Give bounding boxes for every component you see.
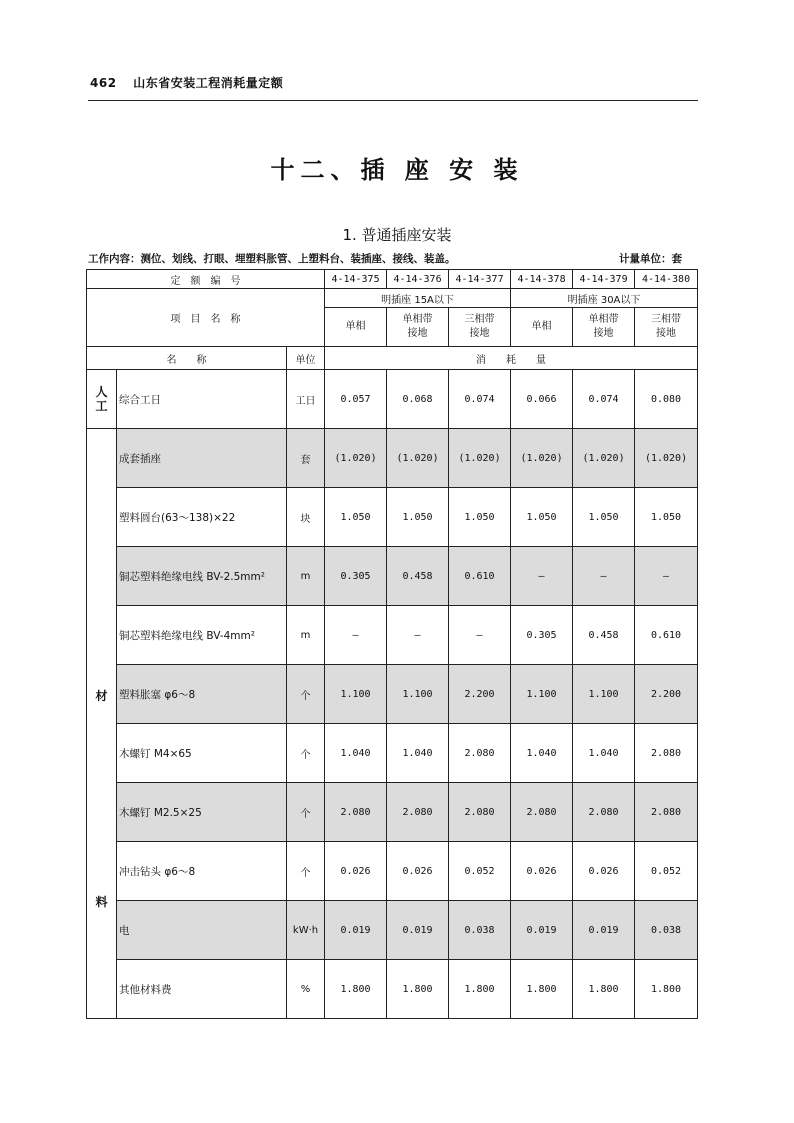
value-cell: 0.026	[325, 842, 387, 901]
code-label: 定 额 编 号	[87, 270, 325, 289]
value-cell: 2.080	[449, 783, 511, 842]
value-cell: 2.080	[635, 724, 698, 783]
code-cell: 4-14-376	[387, 270, 449, 289]
material-category-top: 材	[95, 689, 108, 703]
value-cell: 0.074	[573, 370, 635, 429]
value-cell: 1.050	[449, 488, 511, 547]
item-unit: 个	[287, 665, 325, 724]
value-cell: 0.026	[387, 842, 449, 901]
value-cell: (1.020)	[511, 429, 573, 488]
value-cell: 1.100	[511, 665, 573, 724]
item-name: 其他材料费	[117, 960, 287, 1019]
item-name: 综合工日	[117, 370, 287, 429]
code-cell: 4-14-378	[511, 270, 573, 289]
subtype-line: 接地	[656, 328, 677, 339]
group-label: 明插座 15A以下	[325, 289, 511, 308]
subtype-cell	[573, 308, 635, 347]
value-cell: 1.800	[511, 960, 573, 1019]
value-cell: 2.080	[573, 783, 635, 842]
subtype-cell	[449, 308, 511, 347]
value-cell: —	[387, 606, 449, 665]
item-name: 电	[117, 901, 287, 960]
item-unit: 个	[287, 783, 325, 842]
table-row	[87, 960, 698, 1019]
item-unit: 个	[287, 724, 325, 783]
item-name: 塑料胀塞 φ6～8	[117, 665, 287, 724]
value-cell: 1.800	[573, 960, 635, 1019]
item-unit: m	[287, 547, 325, 606]
value-cell: 2.080	[387, 783, 449, 842]
value-cell: 0.019	[573, 901, 635, 960]
value-cell: —	[511, 547, 573, 606]
value-cell: 0.458	[387, 547, 449, 606]
value-cell: (1.020)	[325, 429, 387, 488]
code-cell: 4-14-380	[635, 270, 698, 289]
table-row	[87, 724, 698, 783]
value-cell: 0.305	[511, 606, 573, 665]
group-label: 明插座 30A以下	[511, 289, 698, 308]
table-row	[87, 429, 698, 488]
item-name: 木螺钉 M2.5×25	[117, 783, 287, 842]
item-name: 冲击钻头 φ6～8	[117, 842, 287, 901]
value-cell: 0.057	[325, 370, 387, 429]
value-cell: 1.040	[325, 724, 387, 783]
item-unit: m	[287, 606, 325, 665]
value-cell: 0.052	[449, 842, 511, 901]
value-cell: 1.050	[573, 488, 635, 547]
value-cell: 0.038	[449, 901, 511, 960]
code-cell: 4-14-375	[325, 270, 387, 289]
value-cell: 0.026	[511, 842, 573, 901]
subtype-cell	[387, 308, 449, 347]
value-cell: 2.080	[325, 783, 387, 842]
value-cell: 0.038	[635, 901, 698, 960]
name-header: 名 称	[87, 347, 287, 370]
value-cell: —	[449, 606, 511, 665]
item-unit: kW·h	[287, 901, 325, 960]
subtype-line: 单相	[531, 321, 552, 332]
value-cell: 0.019	[511, 901, 573, 960]
chapter-title: 十二、插 座 安 装	[270, 156, 524, 184]
table-row	[87, 370, 698, 429]
table-row	[87, 665, 698, 724]
table-body	[87, 270, 698, 1019]
subtype-cell	[511, 308, 573, 347]
column-header-row	[87, 347, 698, 370]
item-name: 铜芯塑料绝缘电线 BV-2.5mm²	[117, 547, 287, 606]
item-name: 成套插座	[117, 429, 287, 488]
table-row	[87, 842, 698, 901]
labor-category-char: 工	[95, 399, 108, 413]
value-cell: 0.019	[387, 901, 449, 960]
page-header	[90, 74, 283, 91]
book-title: 山东省安装工程消耗量定额	[133, 76, 284, 90]
subtype-line: 单相带	[402, 314, 433, 325]
subtype-cell	[325, 308, 387, 347]
quota-table	[86, 269, 698, 1019]
value-cell: 1.050	[511, 488, 573, 547]
value-cell: 1.050	[325, 488, 387, 547]
value-cell: 0.019	[325, 901, 387, 960]
value-cell: —	[325, 606, 387, 665]
value-cell: (1.020)	[573, 429, 635, 488]
table-row	[87, 606, 698, 665]
value-cell: 2.080	[511, 783, 573, 842]
item-unit: 个	[287, 842, 325, 901]
subtype-line: 单相	[345, 321, 366, 332]
value-cell: 0.458	[573, 606, 635, 665]
item-label: 项 目 名 称	[87, 289, 325, 347]
item-name: 铜芯塑料绝缘电线 BV-4mm²	[117, 606, 287, 665]
table-row	[87, 783, 698, 842]
value-cell: —	[573, 547, 635, 606]
value-cell: 1.040	[511, 724, 573, 783]
labor-category	[87, 370, 117, 429]
value-cell: 1.800	[325, 960, 387, 1019]
subtype-line: 接地	[593, 328, 614, 339]
value-cell: 0.068	[387, 370, 449, 429]
value-cell: (1.020)	[449, 429, 511, 488]
value-cell: 2.080	[635, 783, 698, 842]
subtype-line: 三相带	[651, 314, 682, 325]
value-cell: 1.800	[387, 960, 449, 1019]
group-row	[87, 289, 698, 308]
page-number: 462	[90, 76, 117, 90]
value-cell: 1.800	[449, 960, 511, 1019]
measure-unit: 计量单位：套	[619, 253, 682, 265]
subtype-cell	[635, 308, 698, 347]
value-cell: 0.066	[511, 370, 573, 429]
value-cell: —	[635, 547, 698, 606]
value-cell: 0.074	[449, 370, 511, 429]
table-row	[87, 547, 698, 606]
value-cell: (1.020)	[635, 429, 698, 488]
subtype-line: 接地	[407, 328, 428, 339]
value-cell: 1.100	[573, 665, 635, 724]
item-unit: %	[287, 960, 325, 1019]
value-cell: 1.800	[635, 960, 698, 1019]
code-row	[87, 270, 698, 289]
value-cell: 1.100	[387, 665, 449, 724]
value-cell: (1.020)	[387, 429, 449, 488]
item-unit: 块	[287, 488, 325, 547]
item-name: 塑料圆台(63～138)×22	[117, 488, 287, 547]
material-category-bottom: 料	[95, 895, 108, 909]
item-unit: 工日	[287, 370, 325, 429]
value-cell: 1.050	[387, 488, 449, 547]
value-cell: 0.610	[635, 606, 698, 665]
value-cell: 2.200	[635, 665, 698, 724]
subtype-line: 三相带	[464, 314, 495, 325]
value-cell: 0.610	[449, 547, 511, 606]
subtype-line: 接地	[469, 328, 490, 339]
value-cell: 0.026	[573, 842, 635, 901]
table-row	[87, 901, 698, 960]
value-cell: 1.040	[573, 724, 635, 783]
consumption-header: 消 耗 量	[325, 347, 698, 370]
labor-category-char: 人	[95, 385, 108, 399]
value-cell: 0.305	[325, 547, 387, 606]
section-title: 1. 普通插座安装	[342, 226, 452, 244]
material-category	[87, 429, 117, 1019]
subtype-line: 单相带	[588, 314, 619, 325]
value-cell: 1.040	[387, 724, 449, 783]
value-cell: 2.080	[449, 724, 511, 783]
code-cell: 4-14-377	[449, 270, 511, 289]
value-cell: 1.100	[325, 665, 387, 724]
code-cell: 4-14-379	[573, 270, 635, 289]
value-cell: 2.200	[449, 665, 511, 724]
table-row	[87, 488, 698, 547]
unit-header: 单位	[287, 347, 325, 370]
header-rule	[88, 100, 698, 101]
item-unit: 套	[287, 429, 325, 488]
value-cell: 1.050	[635, 488, 698, 547]
work-content: 工作内容：测位、划线、打眼、埋塑料胀管、上塑料台、装插座、接线、装盖。	[88, 253, 456, 265]
value-cell: 0.080	[635, 370, 698, 429]
item-name: 木螺钉 M4×65	[117, 724, 287, 783]
value-cell: 0.052	[635, 842, 698, 901]
